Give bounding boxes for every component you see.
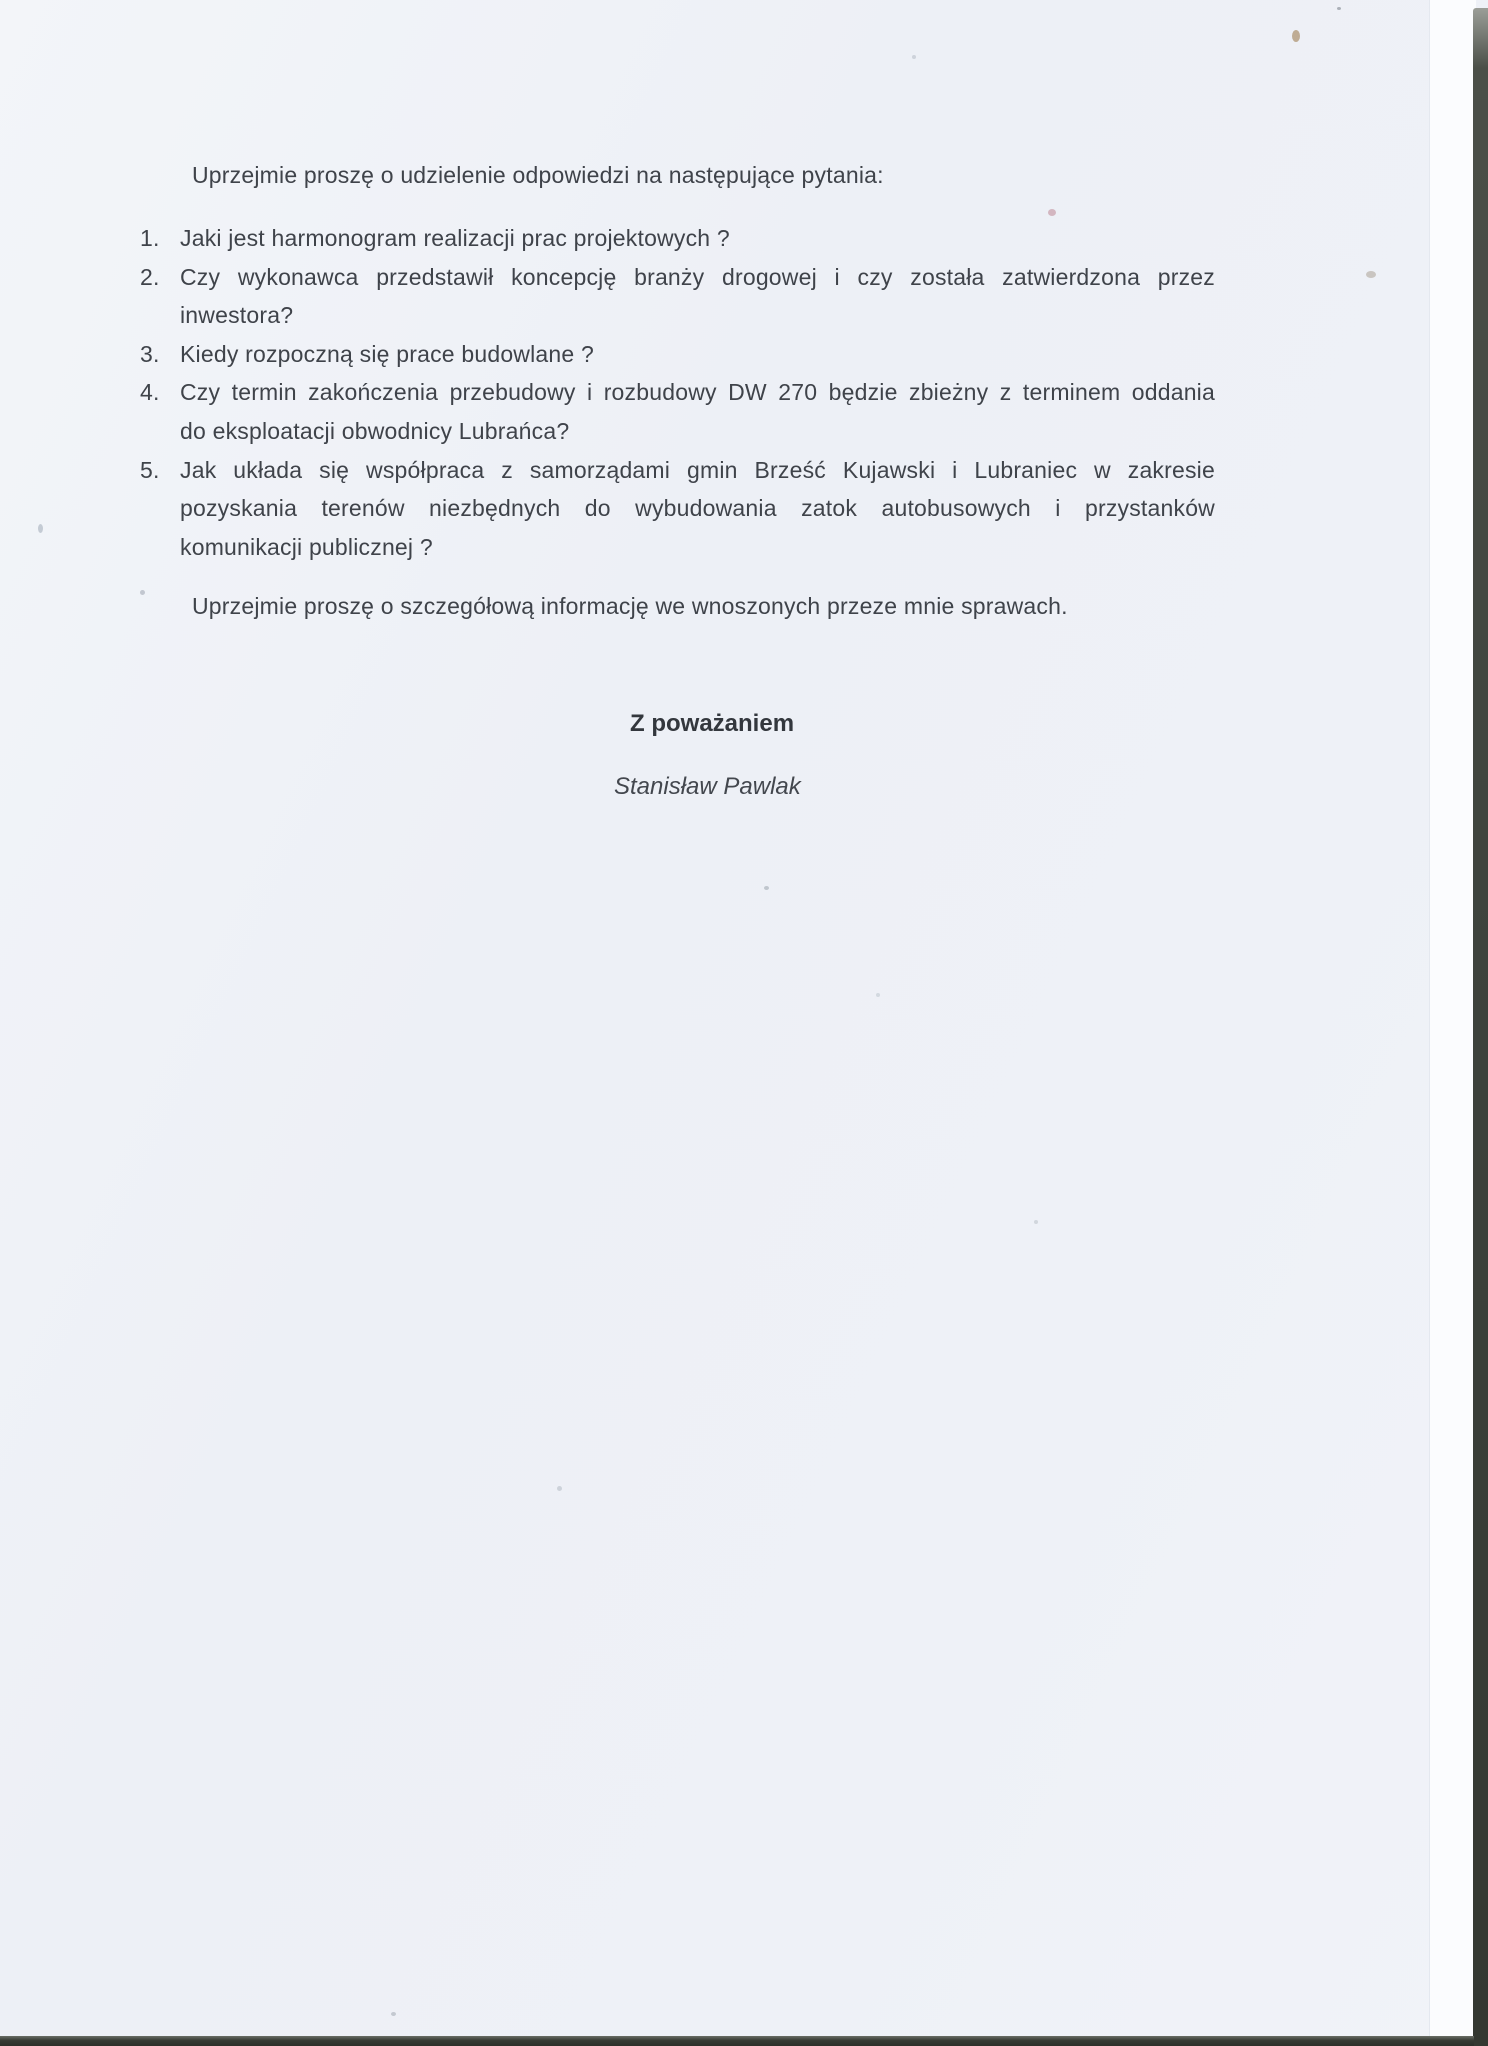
paper-speck <box>764 886 769 890</box>
signature-name: Stanisław Pawlak <box>614 773 801 800</box>
question-item-2 <box>140 258 1215 335</box>
paper-speck <box>1034 1220 1038 1224</box>
paper-speck <box>38 524 43 533</box>
question-number: 1. <box>140 225 160 251</box>
question-item-1 <box>140 219 1215 258</box>
signoff-text: Z poważaniem <box>630 710 795 737</box>
question-number: 4. <box>140 379 160 406</box>
questions-list <box>140 219 1215 566</box>
question-line: Kiedy rozpoczną się prace budowlane ? <box>180 340 594 367</box>
question-number: 2. <box>140 263 160 290</box>
scan-right-margin <box>1429 0 1476 2046</box>
scan-bottom-edge-shadow <box>0 2036 1474 2046</box>
question-line: pozyskania terenów niezbędnych do wybudowania zatok autobusowych i przystanków <box>180 495 1215 522</box>
question-number: 3. <box>140 340 160 367</box>
question-number: 5. <box>140 456 160 483</box>
paper-speck <box>1292 30 1300 42</box>
scan-right-edge-shadow <box>1473 8 1488 2046</box>
question-line: Czy wykonawca przedstawił koncepcję branży drogowej i czy została zatwierdzona przez <box>180 263 1215 290</box>
question-item-5 <box>140 451 1215 567</box>
paper-speck <box>1337 7 1341 10</box>
closing-paragraph: Uprzejmie proszę o szczegółową informację we wnoszonych przeze mnie sprawach. <box>192 593 1068 619</box>
question-text <box>180 335 1215 374</box>
question-line: Jaki jest harmonogram realizacji prac projektowych ? <box>180 225 730 251</box>
question-text <box>180 258 1215 335</box>
paper-speck <box>1366 271 1376 278</box>
paper-speck <box>876 993 880 997</box>
paper-speck <box>391 2012 396 2016</box>
question-item-4 <box>140 373 1215 450</box>
paper-speck <box>557 1486 562 1491</box>
question-item-3 <box>140 335 1215 374</box>
question-line: Czy termin zakończenia przebudowy i rozbudowy DW 270 będzie zbieżny z terminem oddania <box>180 379 1215 406</box>
intro-paragraph: Uprzejmie proszę o udzielenie odpowiedzi na następujące pytania: <box>192 162 884 188</box>
question-text <box>180 219 1215 258</box>
question-line: do eksploatacji obwodnicy Lubrańca? <box>180 417 570 444</box>
paper-speck <box>912 55 916 59</box>
question-line: inwestora? <box>180 302 294 329</box>
paper-speck <box>140 590 145 595</box>
paper-speck <box>1048 209 1056 216</box>
question-line: komunikacji publicznej ? <box>180 533 433 560</box>
question-text <box>180 373 1215 450</box>
question-line: Jak układa się współpraca z samorządami gmin Brześć Kujawski i Lubraniec w zakresie <box>180 456 1215 483</box>
question-text <box>180 451 1215 567</box>
